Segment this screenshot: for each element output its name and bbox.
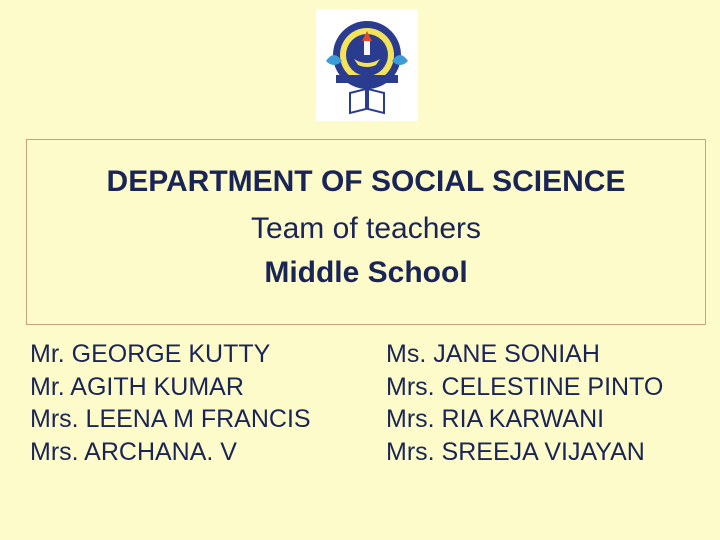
teacher-name: Ms. JANE SONIAH — [386, 340, 600, 368]
teacher-name: Mr. AGITH KUMAR — [30, 372, 244, 401]
teacher-name: Mrs. SREEJA VIJAYAN — [386, 437, 645, 466]
teacher-name: Mrs. RIA KARWANI — [386, 405, 605, 433]
department-title: DEPARTMENT OF SOCIAL SCIENCE — [106, 165, 626, 198]
teacher-name: Mrs. ARCHANA. V — [30, 437, 237, 466]
school-logo — [316, 9, 418, 121]
teacher-list-left — [30, 338, 311, 468]
school-level: Middle School — [264, 256, 468, 289]
title-box — [26, 139, 706, 325]
teacher-name: Mrs. CELESTINE PINTO — [386, 372, 664, 401]
subtitle: Team of teachers — [250, 212, 482, 245]
teacher-list-right — [386, 338, 663, 468]
teacher-name: Mr. GEORGE KUTTY — [30, 340, 271, 368]
teacher-name: Mrs. LEENA M FRANCIS — [30, 405, 311, 433]
school-emblem-icon — [316, 9, 418, 121]
